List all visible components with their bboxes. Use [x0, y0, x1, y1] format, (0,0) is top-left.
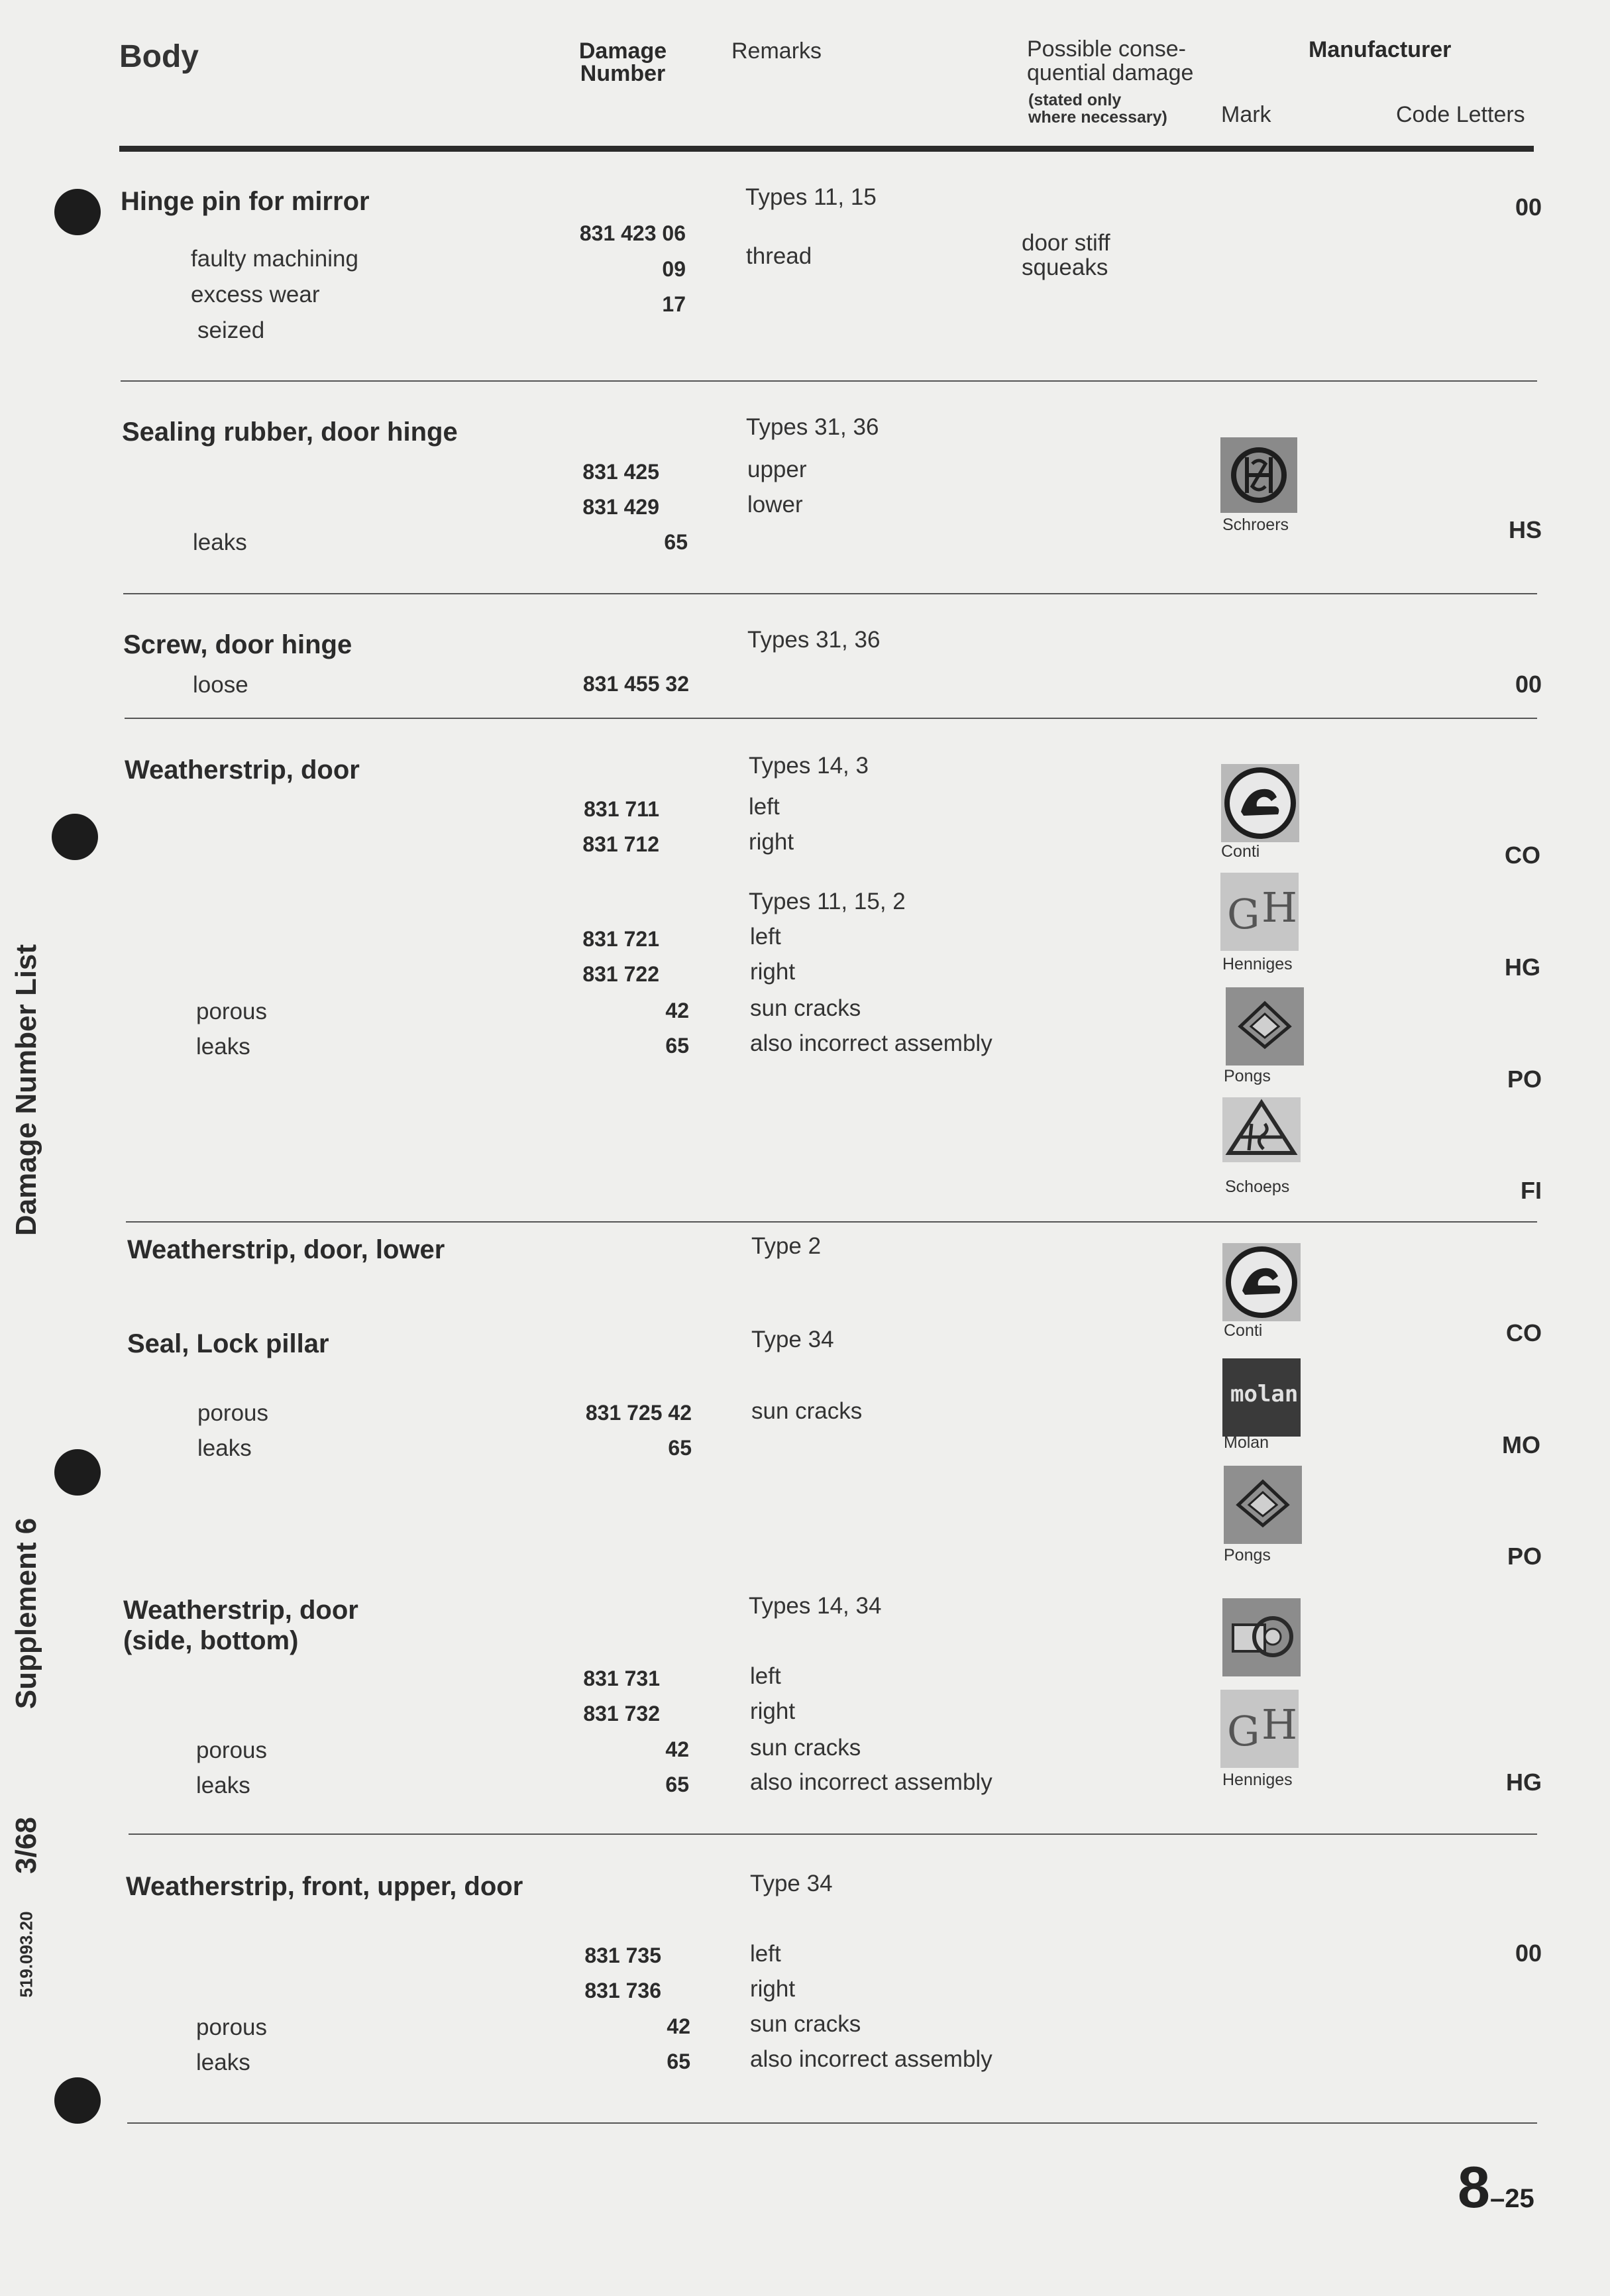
- mark-label: Conti: [1224, 1321, 1263, 1340]
- damage-label: porous: [196, 2014, 268, 2040]
- remark: also incorrect assembly: [750, 2046, 993, 2072]
- section-divider: [126, 1221, 1537, 1223]
- code-letters: HS: [1508, 516, 1542, 543]
- section-divider: [123, 593, 1537, 594]
- damage-number: 831 725 42: [585, 1401, 692, 1425]
- conti-logo: [1222, 1243, 1301, 1321]
- code-letters: 00: [1515, 193, 1542, 221]
- header-body: Body: [119, 39, 199, 74]
- damage-number: 831 712: [582, 832, 659, 856]
- damage-number: 831 736: [584, 1979, 661, 2002]
- header-rule: [119, 146, 1534, 152]
- punch-hole: [52, 814, 98, 860]
- schroers-mark-icon: [1220, 437, 1297, 513]
- code-letters: PO: [1507, 1066, 1542, 1093]
- sidebar-date: 3/68: [10, 1817, 42, 1874]
- damage-number: 831 423 06: [579, 221, 686, 245]
- mark-label: Schoeps: [1225, 1177, 1290, 1196]
- henniges-letter-h: H: [1261, 1700, 1298, 1749]
- code-letters: MO: [1502, 1431, 1540, 1458]
- sidebar-supplement: Supplement 6: [10, 1517, 42, 1710]
- remark-types: Types 31, 36: [747, 627, 881, 653]
- henniges-logo: [1220, 873, 1299, 951]
- molan-logo: [1222, 1358, 1301, 1437]
- molan-logo-text: molan: [1230, 1381, 1299, 1407]
- remark: upper: [747, 457, 807, 482]
- henniges-logo: [1220, 1690, 1299, 1768]
- damage-label: loose: [193, 672, 248, 698]
- mark-label: Molan: [1224, 1433, 1269, 1452]
- section-title-sealing: Sealing rubber, door hinge: [122, 417, 458, 447]
- damage-label: faulty machining: [191, 246, 358, 272]
- damage-number: 831 429: [582, 495, 659, 519]
- remark-types: Types 31, 36: [746, 414, 879, 440]
- henniges-letter-g: G: [1227, 1707, 1260, 1755]
- conti-logo: [1221, 764, 1299, 842]
- mark-label: Schroers: [1222, 516, 1289, 534]
- remark: sun cracks: [750, 2011, 861, 2037]
- section-title-hinge: Hinge pin for mirror: [121, 187, 370, 216]
- damage-label: leaks: [197, 1435, 252, 1461]
- remark-types: Type 34: [750, 1871, 833, 1896]
- damage-number: 831 425: [582, 460, 659, 484]
- punch-hole: [54, 1449, 101, 1496]
- section-divider: [121, 380, 1537, 382]
- page-number-main: 8: [1458, 2154, 1490, 2220]
- remark-types: Type 2: [751, 1233, 822, 1259]
- mark-label: Pongs: [1224, 1546, 1271, 1564]
- section-title-weather-door: Weatherstrip, door: [125, 755, 360, 785]
- pongs-diamond-icon: [1226, 987, 1304, 1066]
- punch-hole: [54, 2077, 101, 2124]
- code-letters: FI: [1521, 1177, 1542, 1204]
- mark-label: Conti: [1221, 842, 1260, 861]
- damage-label: leaks: [196, 2050, 250, 2075]
- damage-number: 831 732: [583, 1702, 660, 1725]
- damage-label: leaks: [193, 529, 247, 555]
- remark: right: [750, 1698, 796, 1724]
- conti-horse-icon: [1222, 1243, 1301, 1321]
- damage-number: 831 455 32: [582, 672, 689, 696]
- consequential-damage: door stiff squeaks: [1022, 230, 1110, 280]
- remark: also incorrect assembly: [750, 1030, 993, 1056]
- conti-horse-icon: [1221, 764, 1299, 842]
- sidebar-doc-number: 519.093.20: [16, 1911, 36, 1998]
- henniges-letter-g: G: [1227, 890, 1260, 938]
- remark: thread: [746, 243, 812, 269]
- header-remarks: Remarks: [731, 38, 822, 64]
- damage-label: porous: [197, 1400, 269, 1426]
- remark-types: Types 14, 34: [749, 1593, 882, 1619]
- mark-label: Pongs: [1224, 1067, 1271, 1085]
- remark: also incorrect assembly: [750, 1769, 993, 1795]
- remark: left: [750, 924, 781, 950]
- damage-number: 65: [665, 1034, 689, 1058]
- damage-number: 831 735: [584, 1943, 661, 1967]
- damage-number: 831 722: [582, 962, 659, 986]
- header-stated: (stated only where necessary): [1028, 91, 1167, 127]
- remark: left: [750, 1941, 781, 1967]
- section-divider: [129, 1833, 1537, 1835]
- header-code-letters: Code Letters: [1396, 102, 1525, 127]
- remark-types: Types 14, 3: [749, 753, 869, 779]
- schroers-logo: [1220, 437, 1297, 513]
- punch-hole: [54, 189, 101, 235]
- code-letters: HG: [1505, 954, 1540, 981]
- code-letters: HG: [1506, 1769, 1542, 1796]
- damage-number: 42: [665, 999, 689, 1022]
- schoeps-logo: [1222, 1097, 1301, 1162]
- damage-label: leaks: [196, 1034, 250, 1060]
- damage-label: porous: [196, 1737, 268, 1763]
- section-title-screw: Screw, door hinge: [123, 630, 352, 659]
- remark: left: [750, 1663, 781, 1689]
- header-damage-number: Damage Number: [578, 38, 667, 86]
- remark: right: [750, 959, 796, 985]
- damage-number: 831 711: [584, 797, 659, 821]
- section-title-weather-lower: Weatherstrip, door, lower: [127, 1235, 445, 1264]
- damage-number: 65: [667, 2050, 690, 2073]
- damage-label: excess wear: [191, 282, 320, 307]
- section-title-seal-lock: Seal, Lock pillar: [127, 1329, 329, 1358]
- remark-types: Type 34: [751, 1327, 834, 1352]
- header-mark: Mark: [1221, 102, 1271, 127]
- sidebar-list-title: Damage Number List: [10, 944, 42, 1236]
- section-divider: [125, 718, 1537, 719]
- damage-number: 831 721: [582, 927, 659, 951]
- damage-label: porous: [196, 999, 268, 1024]
- remark: left: [749, 794, 780, 820]
- header-manufacturer: Manufacturer: [1309, 37, 1452, 62]
- code-letters: 00: [1515, 1940, 1542, 1967]
- code-letters: 00: [1515, 671, 1542, 698]
- section-title-weather-front: Weatherstrip, front, upper, door: [126, 1872, 523, 1901]
- damage-number: 17: [662, 292, 686, 316]
- damage-number: 42: [665, 1737, 689, 1761]
- remark-types: Types 11, 15: [745, 184, 877, 210]
- pongs-logo: [1224, 1466, 1302, 1544]
- damage-number: 831 731: [583, 1667, 660, 1690]
- remark: lower: [747, 492, 803, 518]
- page-number-sub: –25: [1489, 2184, 1534, 2213]
- damage-number: 65: [668, 1436, 692, 1460]
- header-possible: Possible conse- quential damage: [1027, 36, 1194, 85]
- remark: sun cracks: [751, 1398, 863, 1424]
- code-letters: PO: [1507, 1543, 1542, 1570]
- damage-number: 42: [667, 2014, 690, 2038]
- damage-label: leaks: [196, 1773, 250, 1798]
- damage-label: seized: [197, 317, 265, 343]
- henniges-letter-h: H: [1261, 883, 1298, 932]
- code-letters: CO: [1505, 842, 1540, 869]
- schoeps-mark-icon: [1222, 1097, 1301, 1162]
- remark-types: Types 11, 15, 2: [749, 889, 906, 914]
- page-number: [1458, 2154, 1534, 2221]
- damage-number: 09: [662, 257, 686, 281]
- mark-label: Henniges: [1222, 955, 1293, 973]
- remark: sun cracks: [750, 1735, 861, 1761]
- section-divider: [127, 2122, 1537, 2124]
- code-letters: CO: [1506, 1319, 1542, 1346]
- damage-number: 65: [664, 530, 688, 554]
- section-title-weather-side: Weatherstrip, door (side, bottom): [123, 1596, 358, 1655]
- mark-emblem-icon: [1222, 1598, 1301, 1676]
- pongs-logo: [1226, 987, 1304, 1066]
- remark: sun cracks: [750, 995, 861, 1021]
- remark: right: [749, 829, 794, 855]
- unknown-mark-logo: [1222, 1598, 1301, 1676]
- mark-label: Henniges: [1222, 1771, 1293, 1789]
- remark: right: [750, 1976, 796, 2002]
- damage-number: 65: [665, 1773, 689, 1796]
- pongs-diamond-icon: [1224, 1466, 1302, 1544]
